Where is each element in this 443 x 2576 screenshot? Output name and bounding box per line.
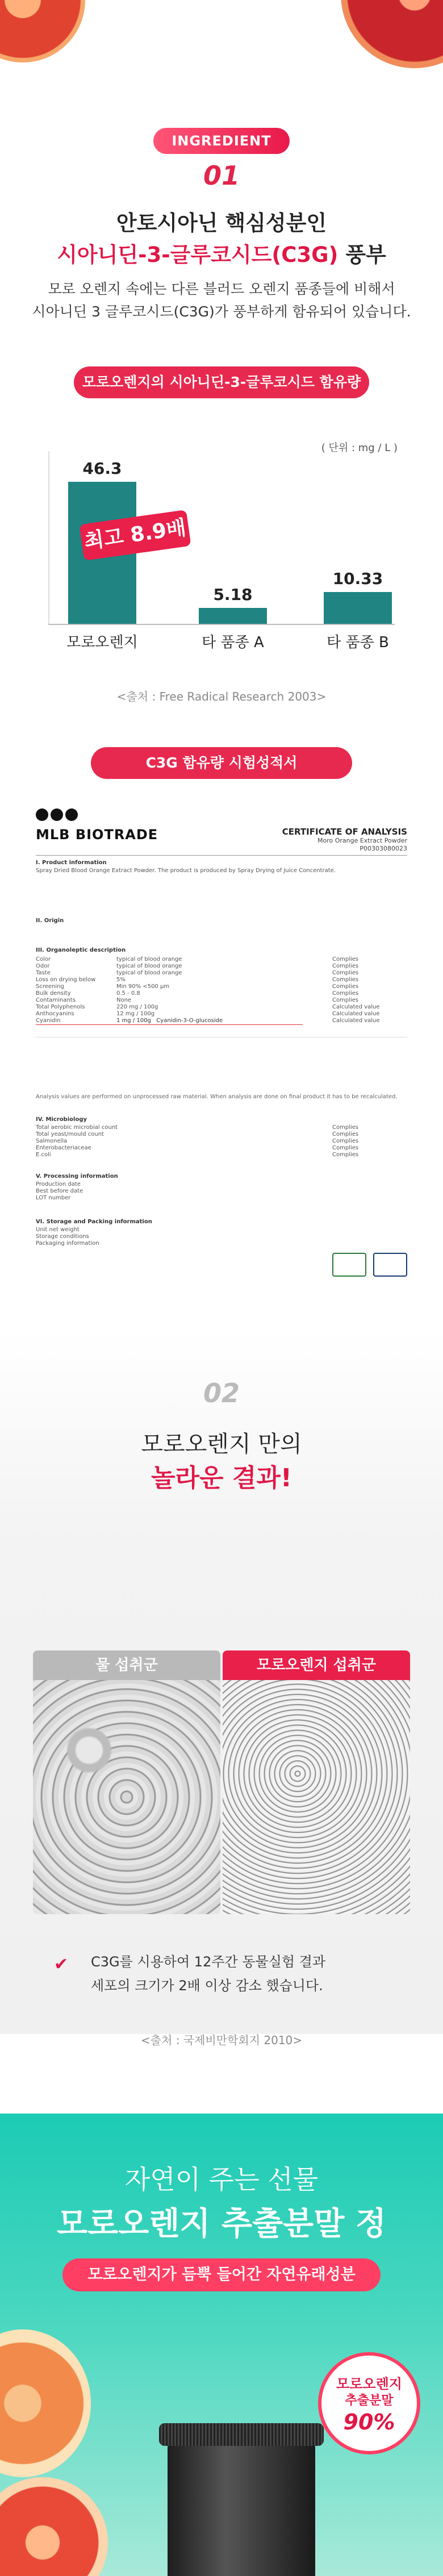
- certificate-brand: MLB BIOTRADE: [36, 827, 158, 843]
- gift-title1: 자연이 주는 선물: [124, 2164, 319, 2195]
- chart-source: <출처 : Free Radical Research 2003>: [116, 690, 327, 703]
- study-source: <출처 : 국제비만학회지 2010>: [140, 2033, 303, 2047]
- chart-bar: [199, 608, 267, 624]
- product-jar-lid: [159, 2423, 324, 2446]
- certificate-product: Moro Orange Extract Powder: [317, 837, 407, 844]
- check-icon: ✔: [54, 1954, 69, 1974]
- chart-category-label: 타 품종 B: [327, 634, 389, 651]
- gift-section: [0, 2114, 443, 2576]
- result-text: [91, 1950, 325, 1998]
- section-number: 01: [203, 160, 240, 191]
- chart-value-label: 46.3: [82, 459, 122, 478]
- headline-highlight: 시아니딘-3-글루코시드(C3G): [57, 243, 338, 267]
- divider: [36, 855, 407, 856]
- chart-baseline: [48, 624, 395, 625]
- chart-value-label: 10.33: [332, 569, 383, 588]
- product-jar-image: [168, 2432, 315, 2576]
- chart-title-pill: 모로오렌지의 시아니딘-3-글루코시드 함유량: [74, 366, 369, 398]
- headline-line2: [0, 237, 443, 268]
- result-line1: C3G를 시용하여 12주간 동물실험 결과: [91, 1954, 326, 1970]
- chart-value-label: 5.18: [213, 585, 253, 604]
- chart-bar: [324, 592, 392, 624]
- cert-storage-rows: Unit net weight Storage conditions Packaging information: [36, 1227, 99, 1247]
- tab-water-group: 물 섭취군: [33, 1650, 220, 1680]
- certificate-document: [26, 798, 417, 1298]
- certificate-title: CERTIFICATE OF ANALYSIS: [282, 827, 407, 837]
- section2-headline-line2: 놀라운 결과!: [151, 1464, 292, 1493]
- orange-slice-image: [0, 0, 85, 62]
- cert-section-origin: II. Origin: [36, 918, 64, 924]
- cert-values: typical of blood orange typical of blood orange typical of blood orange 5% Min 90% <500 μm 0.5 - 0.8 None 220 mg / 100g 12 mg / 100g: [116, 956, 182, 1017]
- cert-processing-rows: Production date Best before date LOT number: [36, 1181, 83, 1201]
- callout-max-ratio: 최고 8.9배: [79, 510, 191, 561]
- cert-rows: Color Odor Taste Loss on drying below Screening Bulk density Contaminants Total Polyphenols Anthocyanins Cyanidin: [36, 956, 96, 1024]
- tab-moro-group: 모로오렌지 섭취군: [223, 1650, 410, 1680]
- micrograph-moro-group: [223, 1680, 410, 1914]
- headline-line1: 안토시아닌 핵심성분인: [116, 211, 327, 235]
- cert-section-organoleptic: III. Organoleptic description: [36, 947, 126, 953]
- orange-slice-image: [341, 0, 443, 68]
- description-line2: 시아니딘 3 글루코시드(C3G)가 풍부하게 함유되어 있습니다.: [32, 303, 411, 320]
- cert-micro-results: Complies Complies Complies Complies Complies: [332, 1124, 359, 1158]
- certificate-pill: C3G 함유량 시험성적서: [91, 747, 352, 779]
- orange-slice-image: [0, 2329, 91, 2477]
- sticker-line1: 모로오렌지: [336, 2376, 402, 2392]
- cert-section-processing: V. Processing information: [36, 1173, 118, 1179]
- certificate-code: P00303080023: [360, 845, 407, 852]
- micrograph-water-group: [33, 1680, 220, 1914]
- hero-orange-slices: [0, 0, 443, 116]
- cert-c3g-row: 1 mg / 100g Cyanidin-3-O-glucoside: [116, 1018, 223, 1024]
- cert-micro-rows: Total aerobic microbial count Total yeast/mould count Salmonella Enterobacteriaceae E.coli: [36, 1124, 118, 1158]
- result-line2: 세포의 크기가 2배 이상 감소 했습니다.: [91, 1978, 323, 1994]
- cert-section-storage: VI. Storage and Packing information: [36, 1219, 152, 1225]
- section2-headline-line1: 모로오렌지 만의: [141, 1431, 302, 1457]
- gift-title2: 모로오렌지 추출분말 정: [57, 2206, 386, 2242]
- sticker-line3: 90%: [343, 2410, 395, 2435]
- ingredient-badge: INGREDIENT: [153, 128, 290, 154]
- content-sticker: [318, 2352, 420, 2454]
- headline-tail: 풍부: [345, 243, 386, 267]
- organic-seal-icon: [332, 1253, 366, 1277]
- cert-note: Analysis values are performed on unprocessed raw material. When analysis are done on final product it has to be recalculated.: [36, 1094, 398, 1100]
- orange-slice-image: [0, 2477, 108, 2576]
- section-number: 02: [203, 1378, 240, 1408]
- gift-pill: 모로오렌지가 듬뿍 들어간 자연유래성분: [62, 2258, 381, 2291]
- c3g-bar-chart: [48, 443, 398, 665]
- certification-seal-icon: [373, 1253, 407, 1277]
- sticker-line2: 추출분말: [345, 2394, 394, 2408]
- cert-results: Complies Complies Complies Complies Complies Complies Complies Calculated value Calculated value Calculated value: [332, 956, 380, 1024]
- cert-product-text: Spray Dried Blood Orange Extract Powder. The product is produced by Spray Drying of Juice Concentrate.: [36, 868, 336, 874]
- chart-axis: [48, 451, 49, 624]
- chart-category-label: 모로오렌지: [66, 634, 138, 651]
- chart-category-label: 타 품종 A: [202, 634, 264, 651]
- description-line1: 모로 오렌지 속에는 다른 블러드 오렌지 품종들에 비해서: [48, 281, 395, 297]
- brand-logo-icon: [36, 808, 80, 823]
- chart-unit: ( 단위 : mg / L ): [321, 442, 398, 454]
- c3g-underline: [36, 1024, 303, 1025]
- cert-section-product: I. Product information: [36, 860, 107, 866]
- cert-section-micro: IV. Microbiology: [36, 1116, 87, 1123]
